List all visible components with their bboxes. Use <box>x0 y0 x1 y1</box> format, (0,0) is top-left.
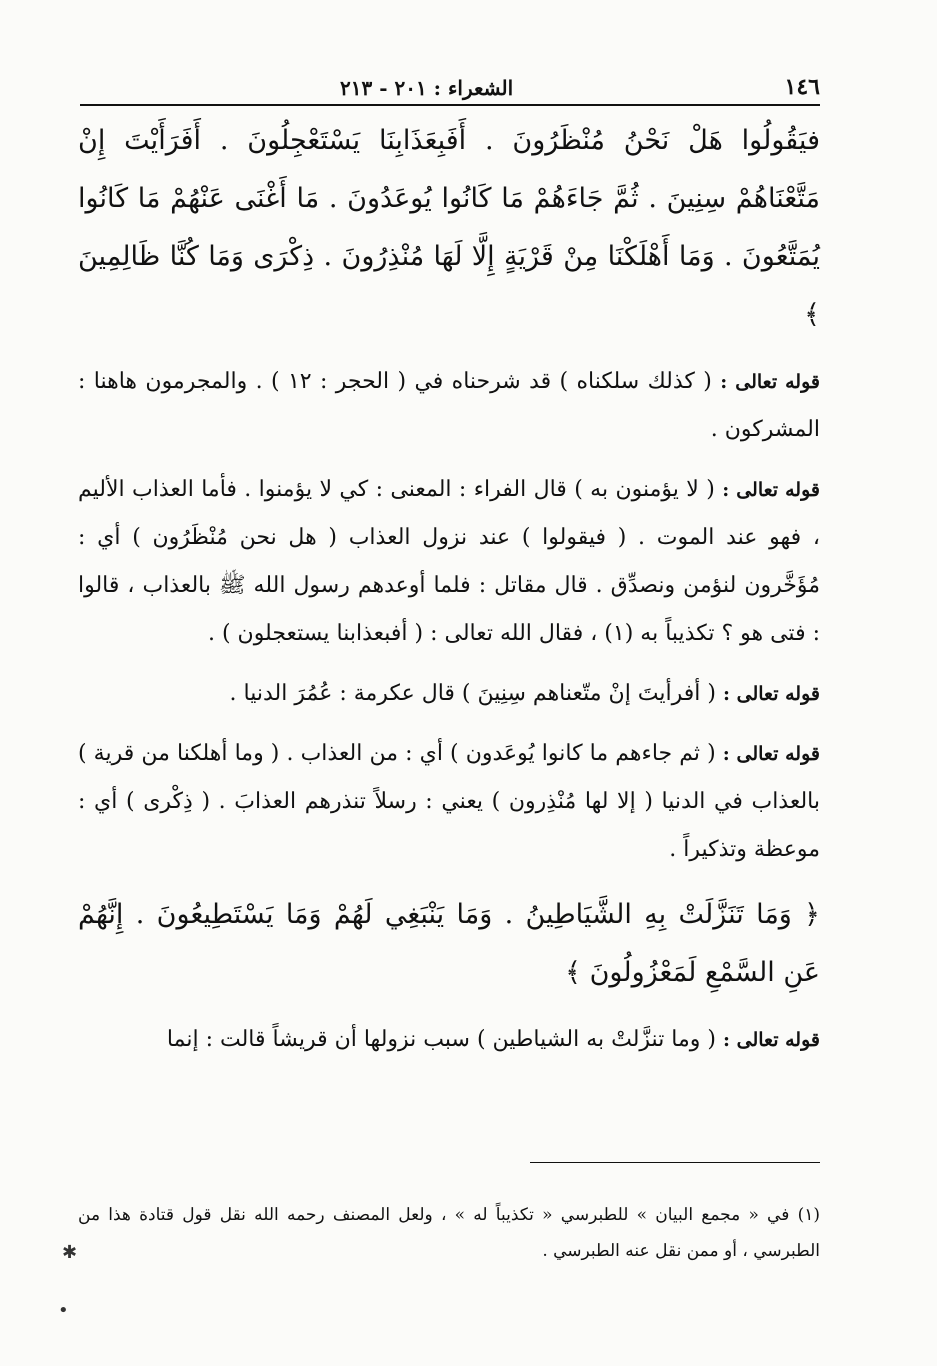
page-header <box>80 60 820 106</box>
commentary-paragraph <box>78 466 820 658</box>
footnote: (١) في « مجمع البيان » للطبرسي « تكذيباً له » ، ولعل المصنف رحمه الله نقل قول قتادة هذا من الطبرسي ، أو ممن نقل عنه الطبرسي . <box>78 1205 820 1261</box>
footnote-divider <box>530 1162 820 1163</box>
commentary-paragraph <box>78 1016 820 1064</box>
commentary-text: ( أفرأيتَ إنْ متّعناهم سِنِينَ ) قال عكرمة : عُمُرَ الدنيا . <box>229 681 716 706</box>
commentary-paragraph <box>78 670 820 718</box>
commentary-lead: قوله تعالى : <box>722 479 820 501</box>
commentary-text: ( ثم جاءهم ما كانوا يُوعَدون ) أي : من العذاب . ( وما أهلكنا من قرية ) بالعذاب في الدنيا ( إلا لها مُنْذِرون ) يعني : رسلاً تنذرهم العذابَ . ( ذِكْرى ) أي : موعظة وتذكيراً . <box>78 741 820 862</box>
commentary-lead: قوله تعالى : <box>723 683 820 705</box>
page-number: ١٤٦ <box>784 74 820 100</box>
quran-verse-block-1: فيَقُولُوا هَلْ نَحْنُ مُنْظَرُونَ . أَفَبِعَذَابِنَا يَسْتَعْجِلُونَ . أَفَرَأَيْتَ إِنْ مَتَّعْنَاهُمْ سِنِينَ . ثُمَّ جَاءَهُمْ مَا كَانُوا يُوعَدُونَ . مَا أَغْنَى عَنْهُمْ مَا كَانُوا يُمَتَّعُونَ . وَمَا أَهْلَكْنَا مِنْ قَرْيَةٍ إِلَّا لَهَا مُنْذِرُونَ . ذِكْرَى وَمَا كُنَّا ظَالِمِينَ ﴾ <box>78 125 820 330</box>
main-text <box>78 112 820 1076</box>
commentary-text: ( كذلك سلكناه ) قد شرحناه في ( الحجر : ١٢ ) . والمجرمون هاهنا : المشركون . <box>78 369 820 442</box>
commentary-text: ( وما تنزَّلتْ به الشياطين ) سبب نزولها أن قريشاً قالت : إنما <box>166 1027 716 1052</box>
commentary-lead: قوله تعالى : <box>720 371 820 393</box>
quran-verse-block-2: ﴿ وَمَا تَنَزَّلَتْ بِهِ الشَّيَاطِينُ . وَمَا يَنْبَغِي لَهُمْ وَمَا يَسْتَطِيعُونَ . إِنَّهُمْ عَنِ السَّمْعِ لَمَعْزُولُونَ ﴾ <box>78 899 820 988</box>
commentary-lead: قوله تعالى : <box>722 743 820 765</box>
commentary-lead: قوله تعالى : <box>723 1029 820 1051</box>
commentary-paragraph <box>78 730 820 874</box>
scan-speck: • <box>58 1300 69 1321</box>
scan-speck: ✱ <box>62 1242 78 1263</box>
running-title: الشعراء : ٢٠١ - ٢١٣ <box>340 76 514 100</box>
commentary-paragraph <box>78 358 820 454</box>
commentary-text: ( لا يؤمنون به ) قال الفراء : المعنى : كي لا يؤمنوا . فأما العذاب الأليم ، فهو عند الموت . ( فيقولوا ) عند نزول العذاب ( هل نحن مُنْظَرُون ) أي : مُؤَخَّرون لنؤمن ونصدِّق . قال مقاتل : فلما أوعدهم رسول الله ﷺ بالعذاب ، قالوا : فتى هو ؟ تكذيباً به (١) ، فقال الله تعالى : ( أفبعذابنا يستعجلون ) . <box>78 477 820 646</box>
